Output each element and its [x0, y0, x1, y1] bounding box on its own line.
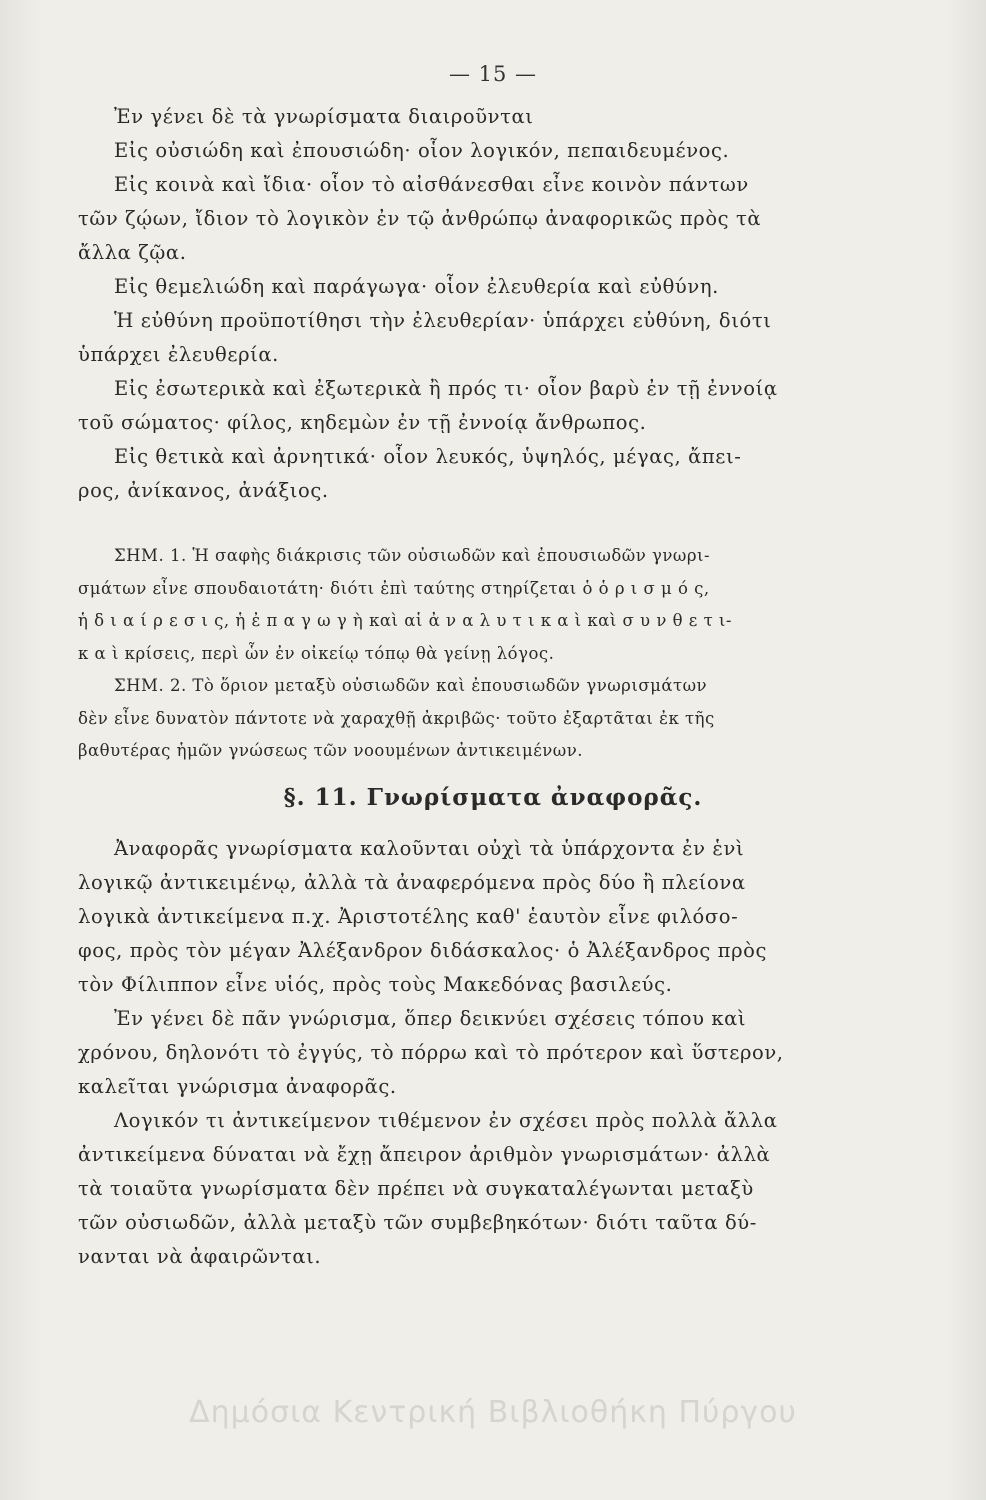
text-line: τὸν Φίλιππον εἶνε υἱός, πρὸς τοὺς Μακεδόνας βασιλεύς.: [78, 973, 673, 996]
text-line: ΣΗΜ. 2. Τὸ ὅριον μεταξὺ οὐσιωδῶν καὶ ἐπουσιωδῶν γνωρισμάτων: [114, 676, 708, 695]
text-line: σμάτων εἶνε σπουδαιοτάτη· διότι ἐπὶ ταύτης στηρίζεται ὁ ὁ ρ ι σ μ ό ς,: [78, 578, 710, 598]
text-line: Εἰς θεμελιώδη καὶ παράγωγα· οἷον ἐλευθερία καὶ εὐθύνη.: [114, 275, 719, 298]
text-line: καλεῖται γνώρισμα ἀναφορᾶς.: [78, 1075, 397, 1098]
text-line: τὰ τοιαῦτα γνωρίσματα δὲν πρέπει νὰ συγκαταλέγωνται μεταξὺ: [78, 1177, 754, 1200]
text-line: Εἰς θετικὰ καὶ ἀρνητικά· οἷον λευκός, ὑψηλός, μέγας, ἄπει-: [114, 445, 742, 468]
text-line: λογικῷ ἀντικειμένῳ, ἀλλὰ τὰ ἀναφερόμενα πρὸς δύο ἢ πλείονα: [78, 871, 746, 894]
text-line: δὲν εἶνε δυνατὸν πάντοτε νὰ χαραχθῇ ἀκριβῶς· τοῦτο ἐξαρτᾶται ἐκ τῆς: [78, 708, 715, 728]
text-line: λογικὰ ἀντικείμενα π.χ. Ἀριστοτέλης καθ' ἑαυτὸν εἶνε φιλόσο-: [78, 905, 739, 928]
text-line: ὑπάρχει ἐλευθερία.: [78, 343, 279, 366]
section-heading-container: [78, 778, 908, 818]
text-line: χρόνου, δηλονότι τὸ ἐγγύς, τὸ πόρρω καὶ τὸ πρότερον καὶ ὕστερον,: [78, 1041, 784, 1064]
text-line: Ἀναφορᾶς γνωρίσματα καλοῦνται οὐχὶ τὰ ὑπάρχοντα ἐν ἑνὶ: [114, 837, 745, 860]
text-line: Ἐν γένει δὲ τὰ γνωρίσματα διαιροῦνται: [114, 105, 534, 128]
page-number: — 15 —: [448, 62, 538, 86]
notes-block: [78, 540, 908, 768]
text-line: Εἰς οὐσιώδη καὶ ἐπουσιώδη· οἷον λογικόν, πεπαιδευμένος.: [114, 139, 730, 162]
section-title: §. 11. Γνωρίσματα ἀναφορᾶς.: [283, 784, 703, 811]
text-line: φος, πρὸς τὸν μέγαν Ἀλέξανδρον διδάσκαλος· ὁ Ἀλέξανδρος πρὸς: [78, 939, 768, 962]
text-line: ἄλλα ζῷα.: [78, 241, 187, 264]
text-line: βαθυτέρας ἡμῶν γνώσεως τῶν νοουμένων ἀντικειμένων.: [78, 741, 584, 760]
text-line: τῶν οὐσιωδῶν, ἀλλὰ μεταξὺ τῶν συμβεβηκότων· διότι ταῦτα δύ-: [78, 1211, 757, 1234]
text-line: κ α ὶ κρίσεις, περὶ ὧν ἐν οἰκείῳ τόπῳ θὰ γείνῃ λόγος.: [78, 643, 555, 663]
paragraph-block-2: [78, 832, 908, 1274]
library-watermark: Δημόσια Κεντρική Βιβλιοθήκη Πύργου: [189, 1395, 797, 1430]
text-line: Λογικόν τι ἀντικείμενον τιθέμενον ἐν σχέσει πρὸς πολλὰ ἄλλα: [114, 1109, 778, 1132]
text-line: τοῦ σώματος· φίλος, κηδεμὼν ἐν τῇ ἐννοίᾳ ἄνθρωπος.: [78, 411, 647, 434]
text-line: Ἐν γένει δὲ πᾶν γνώρισμα, ὅπερ δεικνύει σχέσεις τόπου καὶ: [114, 1007, 747, 1030]
text-line: ἡ δ ι α ί ρ ε σ ι ς, ἡ ἐ π α γ ω γ ὴ καὶ αἱ ἀ ν α λ υ τ ι κ α ὶ καὶ σ υ ν θ ε τ ι-: [78, 611, 732, 630]
text-line: ρος, ἀνίκανος, ἀνάξιος.: [78, 479, 329, 502]
text-line: Ἡ εὐθύνη προϋποτίθησι τὴν ἐλευθερίαν· ὑπάρχει εὐθύνη, διότι: [114, 309, 772, 332]
text-line: τῶν ζῴων, ἴδιον τὸ λογικὸν ἐν τῷ ἀνθρώπῳ ἀναφορικῶς πρὸς τὰ: [78, 207, 762, 230]
text-line: ΣΗΜ. 1. Ἡ σαφὴς διάκρισις τῶν οὐσιωδῶν καὶ ἐπουσιωδῶν γνωρι-: [114, 546, 711, 565]
text-line: Εἰς ἐσωτερικὰ καὶ ἐξωτερικὰ ἢ πρός τι· οἷον βαρὺ ἐν τῇ ἐννοίᾳ: [114, 377, 778, 400]
text-line: ἀντικείμενα δύναται νὰ ἔχῃ ἄπειρον ἀριθμὸν γνωρισμάτων· ἀλλὰ: [78, 1143, 771, 1166]
text-line: Εἰς κοινὰ καὶ ἴδια· οἷον τὸ αἰσθάνεσθαι εἶνε κοινὸν πάντων: [114, 173, 749, 196]
text-line: νανται νὰ ἀφαιρῶνται.: [78, 1245, 322, 1268]
paragraph-block-1: [78, 100, 908, 508]
